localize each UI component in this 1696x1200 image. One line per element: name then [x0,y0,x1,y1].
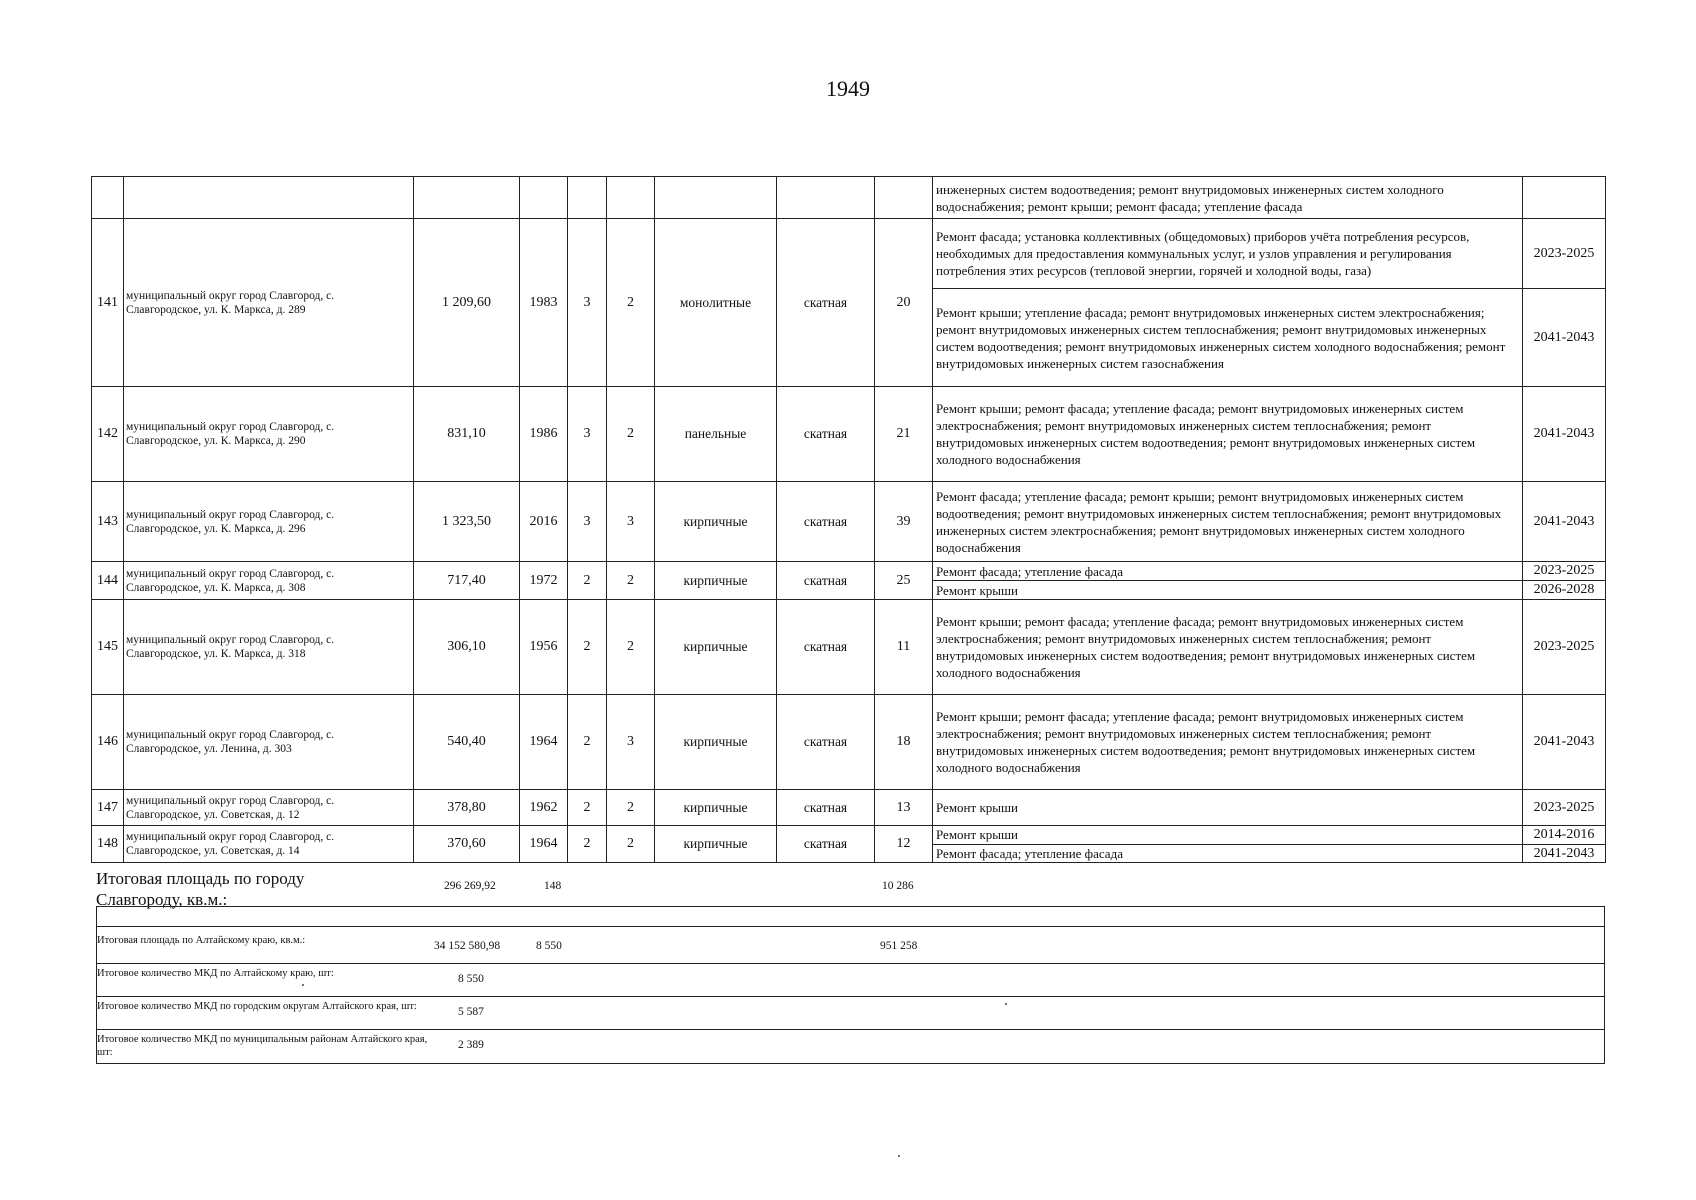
scan-speck [302,984,304,986]
entrances: 2 [607,387,655,482]
floors: 2 [568,695,607,790]
municipal-districts-count-value: 2 389 [458,1039,484,1051]
table-row [92,790,1606,826]
divider [96,1029,1605,1030]
roof-type: скатная [777,695,875,790]
table-row [92,387,1606,482]
region-area-extra2: 951 258 [880,940,918,952]
entrances: 2 [607,562,655,600]
row-number: 143 [92,482,124,562]
total-area: 1 323,50 [414,482,520,562]
residents-count: 12 [875,826,933,863]
repair-works: Ремонт фасада; установка коллективных (общедомовых) приборов учёта потребления ресурсов, необходимых для предоставления коммунальных услуг, и узлов управления и регулирования потребления этих ресурсов (тепловой энергии, горячей и холодной воды, газа) [933,219,1523,289]
entrances: 2 [607,826,655,863]
municipal-districts-count-label: Итоговое количество МКД по муниципальным районам Алтайского края, шт: [97,1034,428,1058]
repair-period: 2023-2025 [1523,790,1606,826]
address: муниципальный округ город Славгород, с. Славгородское, ул. К. Маркса, д. 289 [124,219,414,387]
residents-count: 13 [875,790,933,826]
address: муниципальный округ город Славгород, с. Славгородское, ул. Ленина, д. 303 [124,695,414,790]
repair-works: Ремонт фасада; утепление фасада; ремонт крыши; ремонт внутридомовых инженерных систем водоотведения; ремонт внутридомовых инженерных систем теплоснабжения; ремонт внутридомовых инженерных систем электроснабжения; ремонт внутридомовых инженерных систем холодного водоснабжения [933,482,1523,562]
table-row [92,482,1606,562]
total-area: 717,40 [414,562,520,600]
row-number: 147 [92,790,124,826]
floors: 2 [568,790,607,826]
divider [96,996,1605,997]
build-year: 1964 [520,695,568,790]
region-area-extra: 8 550 [536,940,562,952]
build-year: 1983 [520,219,568,387]
repair-period: 2041-2043 [1523,387,1606,482]
residents-count: 39 [875,482,933,562]
row-number: 148 [92,826,124,863]
table-row [92,562,1606,581]
entrances: 2 [607,790,655,826]
row-number: 146 [92,695,124,790]
repair-period: 2041-2043 [1523,695,1606,790]
continuation-row [92,177,1606,219]
repair-period: 2026-2028 [1523,581,1606,600]
repair-works: Ремонт фасада; утепление фасада [933,844,1523,863]
repair-period: 2023-2025 [1523,219,1606,289]
residents-count: 11 [875,600,933,695]
divider [96,963,1605,964]
row-number: 145 [92,600,124,695]
region-count-label: Итоговое количество МКД по Алтайскому краю, шт: [97,968,334,979]
repair-works: Ремонт крыши; утепление фасада; ремонт внутридомовых инженерных систем электроснабжения; ремонт внутридомовых инженерных систем теплоснабжения; ремонт внутридомовых инженерных систем водоотведения; ремонт внутридомовых инженерных систем холодного водоснабжения; ремонт внутридомовых инженерных систем газоснабжения [933,289,1523,387]
repair-works: Ремонт крыши [933,581,1523,600]
entrances: 2 [607,219,655,387]
address: муниципальный округ город Славгород, с. Славгородское, ул. К. Маркса, д. 308 [124,562,414,600]
city-total-area: 296 269,92 [444,880,496,892]
entrances: 3 [607,695,655,790]
divider [96,926,1605,927]
residents-count: 20 [875,219,933,387]
address: муниципальный округ город Славгород, с. Славгородское, ул. Советская, д. 12 [124,790,414,826]
city-total-label: Итоговая площадь по городу Славгороду, кв.м.: [96,869,305,909]
roof-type: скатная [777,387,875,482]
city-districts-count-value: 5 587 [458,1006,484,1018]
build-year: 2016 [520,482,568,562]
address: муниципальный округ город Славгород, с. Славгородское, ул. К. Маркса, д. 290 [124,387,414,482]
region-area-value: 34 152 580,98 [434,940,501,952]
entrances: 3 [607,482,655,562]
floors: 3 [568,387,607,482]
table-row [92,219,1606,289]
repair-period: 2041-2043 [1523,844,1606,863]
wall-material: кирпичные [655,482,777,562]
floors: 2 [568,826,607,863]
city-districts-count-label: Итоговое количество МКД по городским округам Алтайского края, шт: [97,1001,417,1012]
page-number: 1949 [826,76,870,101]
residents-count: 21 [875,387,933,482]
repair-period: 2041-2043 [1523,482,1606,562]
build-year: 1986 [520,387,568,482]
repair-works: Ремонт фасада; утепление фасада [933,562,1523,581]
roof-type: скатная [777,219,875,387]
build-year: 1956 [520,600,568,695]
address: муниципальный округ город Славгород, с. Славгородское, ул. К. Маркса, д. 318 [124,600,414,695]
roof-type: скатная [777,826,875,863]
row-number: 144 [92,562,124,600]
wall-material: кирпичные [655,562,777,600]
repair-period: 2023-2025 [1523,600,1606,695]
total-area: 370,60 [414,826,520,863]
region-count-value: 8 550 [458,973,484,985]
wall-material: кирпичные [655,826,777,863]
repair-period: 2041-2043 [1523,289,1606,387]
floors: 2 [568,600,607,695]
roof-type: скатная [777,482,875,562]
city-total-residents: 10 286 [882,880,914,892]
roof-type: скатная [777,790,875,826]
address: муниципальный округ город Славгород, с. Славгородское, ул. Советская, д. 14 [124,826,414,863]
city-total-houses: 148 [544,880,562,892]
build-year: 1964 [520,826,568,863]
scan-speck [898,1155,900,1157]
build-year: 1972 [520,562,568,600]
roof-type: скатная [777,600,875,695]
floors: 3 [568,482,607,562]
scan-speck [1005,1003,1007,1005]
table-row [92,695,1606,790]
wall-material: панельные [655,387,777,482]
total-area: 831,10 [414,387,520,482]
total-area: 1 209,60 [414,219,520,387]
repair-works: Ремонт крыши [933,790,1523,826]
table-row [92,826,1606,845]
build-year: 1962 [520,790,568,826]
residents-count: 18 [875,695,933,790]
repair-works: Ремонт крыши [933,826,1523,845]
total-area: 378,80 [414,790,520,826]
repair-period: 2014-2016 [1523,826,1606,845]
repair-period: 2023-2025 [1523,562,1606,581]
table-row [92,600,1606,695]
region-area-label: Итоговая площадь по Алтайскому краю, кв.м.: [97,935,306,946]
continuation-work: инженерных систем водоотведения; ремонт внутридомовых инженерных систем холодного водоснабжения; ремонт крыши; ремонт фасада; утепление фасада [933,177,1523,219]
row-number: 142 [92,387,124,482]
entrances: 2 [607,600,655,695]
address: муниципальный округ город Славгород, с. Славгородское, ул. К. Маркса, д. 296 [124,482,414,562]
row-number: 141 [92,219,124,387]
residents-count: 25 [875,562,933,600]
total-area: 540,40 [414,695,520,790]
wall-material: кирпичные [655,790,777,826]
floors: 3 [568,219,607,387]
repair-works: Ремонт крыши; ремонт фасада; утепление фасада; ремонт внутридомовых инженерных систем электроснабжения; ремонт внутридомовых инженерных систем теплоснабжения; ремонт внутридомовых инженерных систем водоотведения; ремонт внутридомовых инженерных систем холодного водоснабжения [933,695,1523,790]
housing-repair-table [91,176,1606,863]
wall-material: монолитные [655,219,777,387]
wall-material: кирпичные [655,695,777,790]
wall-material: кирпичные [655,600,777,695]
repair-works: Ремонт крыши; ремонт фасада; утепление фасада; ремонт внутридомовых инженерных систем электроснабжения; ремонт внутридомовых инженерных систем теплоснабжения; ремонт внутридомовых инженерных систем водоотведения; ремонт внутридомовых инженерных систем холодного водоснабжения [933,600,1523,695]
floors: 2 [568,562,607,600]
roof-type: скатная [777,562,875,600]
total-area: 306,10 [414,600,520,695]
repair-works: Ремонт крыши; ремонт фасада; утепление фасада; ремонт внутридомовых инженерных систем электроснабжения; ремонт внутридомовых инженерных систем теплоснабжения; ремонт внутридомовых инженерных систем водоотведения; ремонт внутридомовых инженерных систем холодного водоснабжения [933,387,1523,482]
